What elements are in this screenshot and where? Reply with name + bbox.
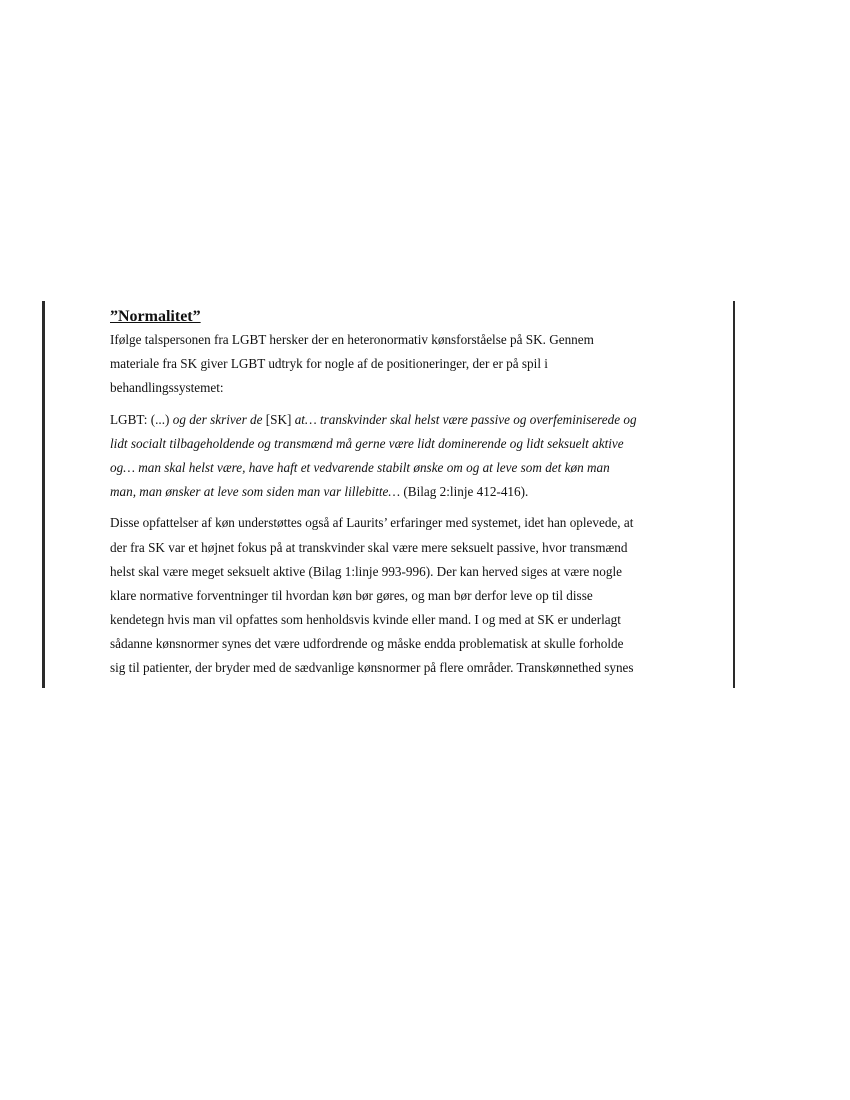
quote-prefix: LGBT: (...): [110, 411, 173, 427]
quote-bracket: [SK]: [265, 411, 292, 427]
text-line: Disse opfattelser af køn understøttes også af Laurits’ erfaringer med systemet, idet han oplevede, at: [110, 515, 634, 531]
quote-italic-text: og der skriver de: [172, 411, 266, 427]
text-line: behandlingssystemet:: [110, 380, 224, 396]
quote-italic-text: man, man ønsker at leve som siden man var lillebitte…: [110, 484, 401, 500]
text-line: sig til patienter, der bryder med de sædvanlige kønsnormer på flere områder. Transkønnethed synes: [110, 660, 634, 676]
section-heading: ”Normalitet”: [110, 308, 201, 325]
quote-reference: (Bilag 2:linje 412-416).: [400, 484, 529, 500]
left-margin-bar: [42, 301, 45, 688]
text-line: sådanne kønsnormer synes det være udfordrende og måske endda problematisk at skulle forholde: [110, 636, 624, 652]
quote-paragraph: [110, 408, 670, 505]
text-line: kendetegn hvis man vil opfattes som henholdsvis kvinde eller mand. I og med at SK er underlagt: [110, 612, 621, 628]
quote-italic-text: at… transkvinder skal helst være passive og overfeminiserede og: [291, 411, 637, 427]
quote-line: [110, 408, 670, 432]
quote-line: og… man skal helst være, have haft et vedvarende stabilt ønske om og at leve som det køn man: [110, 459, 610, 475]
intro-paragraph: [110, 328, 670, 401]
document-body: [110, 306, 670, 681]
text-line: Ifølge talspersonen fra LGBT hersker der en heteronormativ kønsforståelse på SK. Gennem: [110, 332, 594, 347]
quote-line: lidt socialt tilbageholdende og transmænd må gerne være lidt dominerende og lidt seksuelt aktive: [110, 435, 624, 451]
text-line: der fra SK var et højnet fokus på at transkvinder skal være mere seksuelt passive, hvor transmænd: [110, 539, 628, 555]
quote-line: [110, 480, 670, 504]
right-margin-bar: [733, 301, 735, 688]
text-line: klare normative forventninger til hvordan køn bør gøres, og man bør derfor leve op til disse: [110, 587, 593, 603]
body-paragraph: [110, 511, 670, 680]
text-line: helst skal være meget seksuelt aktive (Bilag 1:linje 993-996). Der kan herved siges at være nogle: [110, 563, 622, 579]
text-line: materiale fra SK giver LGBT udtryk for nogle af de positioneringer, der er på spil i: [110, 356, 548, 372]
